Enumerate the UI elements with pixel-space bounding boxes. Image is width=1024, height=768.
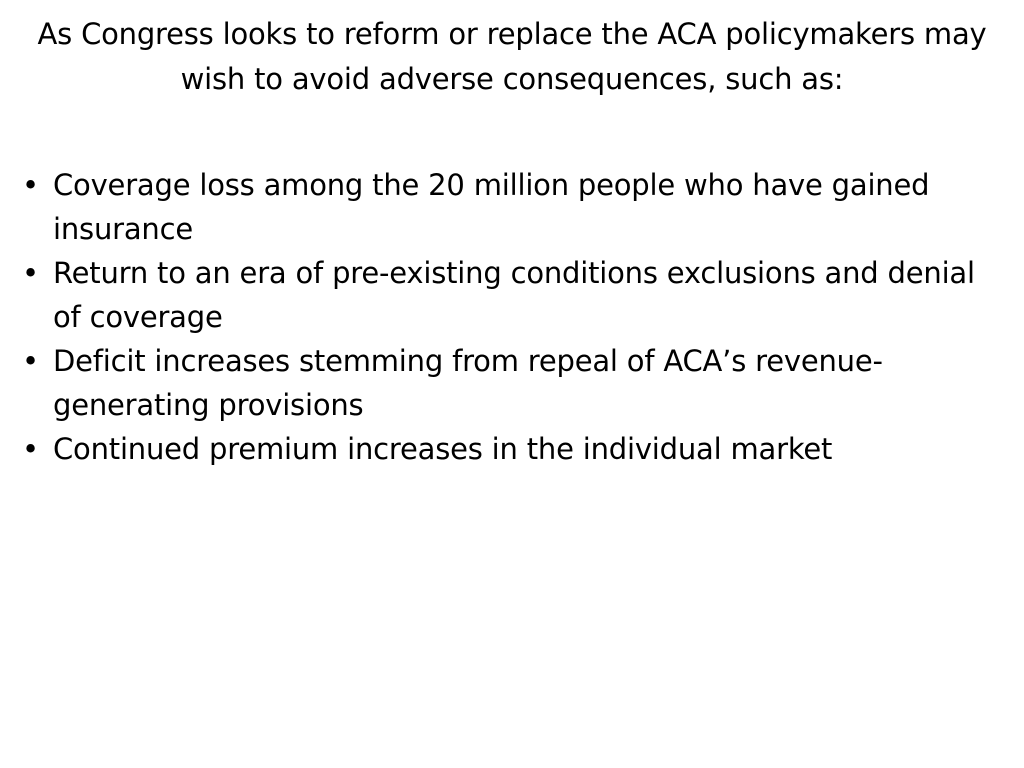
bullet-item-deficit-increases bbox=[20, 339, 1010, 427]
bullet-item-coverage-loss bbox=[20, 163, 1010, 251]
bullet-icon: • bbox=[22, 344, 39, 378]
bullet-text: Return to an era of pre-existing conditions exclusions and denial of coverage bbox=[53, 256, 975, 334]
bullet-text: Deficit increases stemming from repeal of ACA’s revenue-generating provisions bbox=[53, 344, 883, 422]
bullet-text: Continued premium increases in the individual market bbox=[53, 432, 833, 466]
bullet-text: Coverage loss among the 20 million people who have gained insurance bbox=[53, 168, 930, 246]
bullet-icon: • bbox=[22, 168, 39, 202]
bullet-icon: • bbox=[22, 432, 39, 466]
bullet-icon: • bbox=[22, 256, 39, 290]
bullet-item-pre-existing-conditions bbox=[20, 251, 1010, 339]
slide-title: As Congress looks to reform or replace the ACA policymakers may wish to avoid adverse consequences, such as: bbox=[37, 17, 987, 96]
bullet-item-premium-increases bbox=[20, 427, 1010, 471]
bullet-list bbox=[20, 163, 1010, 471]
